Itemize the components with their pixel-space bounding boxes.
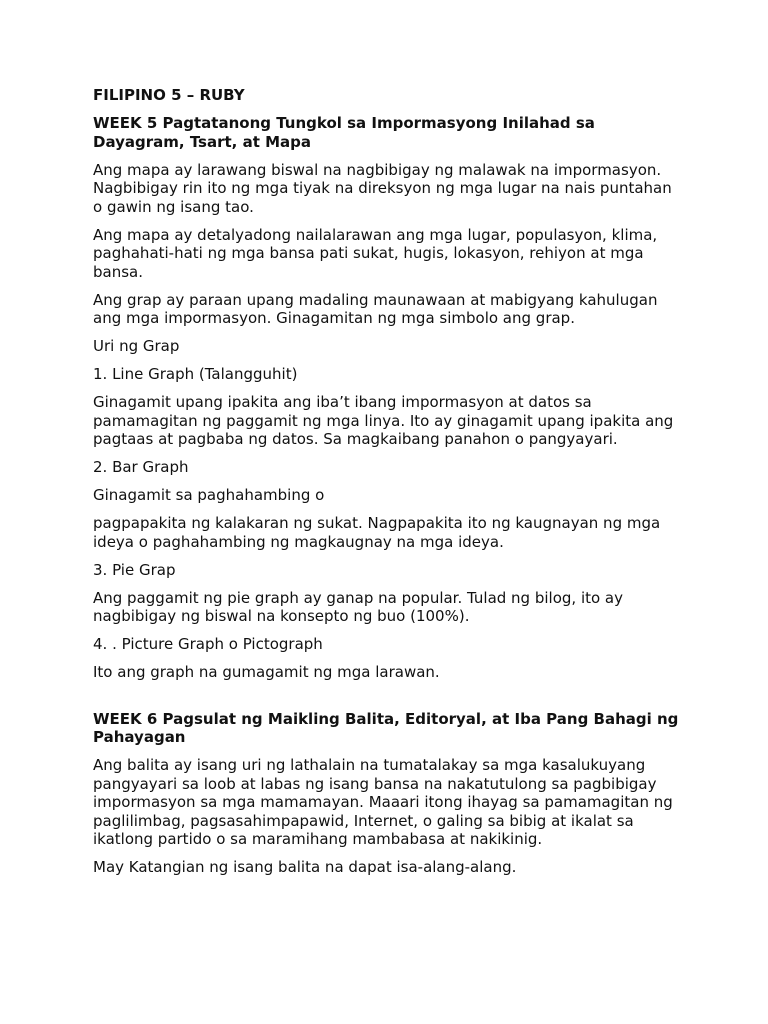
week5-bar-graph-desc-1: Ginagamit sa paghahambing o	[93, 486, 325, 504]
week5-paragraph-graph-intro: Ang grap ay paraan upang madaling maunawaan at mabigyang kahulugan ang mga impormasyon. Ginagamitan ng mga simbolo ang grap.	[93, 290, 658, 327]
week6-heading: WEEK 6 Pagsulat ng Maikling Balita, Editoryal, at Iba Pang Bahagi ng Pahayagan	[93, 709, 679, 746]
week5-line-graph-label: 1. Line Graph (Talangguhit)	[93, 365, 298, 383]
week5-paragraph-map-intro: Ang mapa ay larawang biswal na nagbibigay ng malawak na impormasyon. Nagbibigay rin ito ng mga tiyak na direksyon ng mga lugar na nais puntahan o gawin ng isang tao.	[93, 160, 672, 216]
week6-paragraph-news-qualities: May Katangian ng isang balita na dapat isa-alang-alang.	[93, 858, 517, 876]
week5-pictograph-label: 4. . Picture Graph o Pictograph	[93, 635, 323, 653]
week5-pie-graph-desc: Ang paggamit ng pie graph ay ganap na popular. Tulad ng bilog, ito ay nagbibigay ng biswal na konsepto ng buo (100%).	[93, 588, 624, 625]
week5-line-graph-desc: Ginagamit upang ipakita ang iba’t ibang impormasyon at datos sa pamamagitan ng paggamit ng mga linya. Ito ay ginagamit upang ipakita ang pagtaas at pagbaba ng datos. Sa magkaibang panahon o pangyayari.	[93, 393, 674, 448]
week6-paragraph-news-definition: Ang balita ay isang uri ng lathalain na tumatalakay sa mga kasalukuyang pangyayari sa loob at labas ng isang bansa na nakatutulong sa pagbibigay impormasyon sa mga mamamayan. Maaari itong ihayag sa pamamagitan ng paglilimbag, pagsasahimpapawid, Internet, o galing sa bibig at ikalat sa ikatlong partido o sa maramihang mambabasa at nakikinig.	[93, 756, 673, 848]
week5-bar-graph-label: 2. Bar Graph	[93, 458, 189, 476]
document-page	[93, 86, 683, 886]
week5-pictograph-desc: Ito ang graph na gumagamit ng mga larawan.	[93, 663, 440, 681]
week5-paragraph-map-detail: Ang mapa ay detalyadong nailalarawan ang mga lugar, populasyon, klima, paghahati-hati ng mga bansa pati sukat, hugis, lokasyon, rehiyon at mga bansa.	[93, 225, 658, 281]
week5-pie-graph-label: 3. Pie Grap	[93, 560, 176, 579]
week5-heading: WEEK 5 Pagtatanong Tungkol sa Impormasyong Inilahad sa Dayagram, Tsart, at Mapa	[93, 114, 595, 151]
week5-bar-graph-desc-2: pagpapakita ng kalakaran ng sukat. Nagpapakita ito ng kaugnayan ng mga ideya o paghahambing ng magkaugnay na mga ideya.	[93, 514, 661, 551]
week5-graph-types-label: Uri ng Grap	[93, 337, 180, 355]
document-title: FILIPINO 5 – RUBY	[93, 86, 245, 104]
